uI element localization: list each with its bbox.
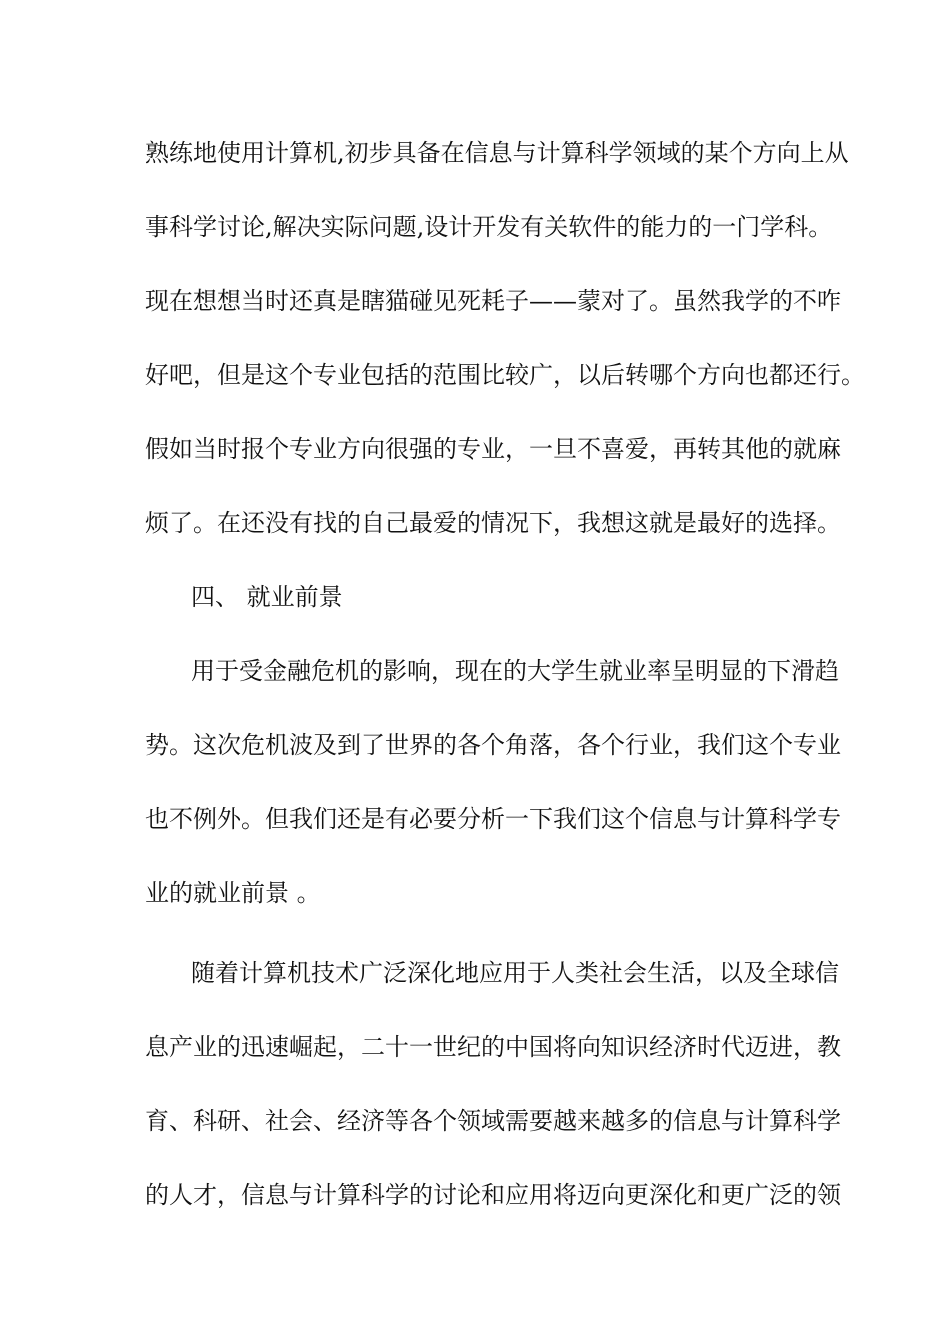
text-line: 好吧，但是这个专业包括的范围比较广，以后转哪个方向也都还行。 [145,361,865,389]
text-line: 势。这次危机波及到了世界的各个角落，各个行业，我们这个专业 [145,731,841,759]
text-line: 事科学讨论,解决实际问题,设计开发有关软件的能力的一门学科。 [145,213,833,241]
text-line: 用于受金融危机的影响，现在的大学生就业率呈明显的下滑趋 [191,657,839,685]
text-line: 息产业的迅速崛起，二十一世纪的中国将向知识经济时代迈进，教 [145,1033,841,1061]
text-line: 育、科研、社会、经济等各个领域需要越来越多的信息与计算科学 [145,1107,841,1135]
text-line: 随着计算机技术广泛深化地应用于人类社会生活，以及全球信 [191,959,839,987]
text-line: 烦了。在还没有找的自己最爱的情况下，我想这就是最好的选择。 [145,509,841,537]
text-line: 也不例外。但我们还是有必要分析一下我们这个信息与计算科学专 [145,805,841,833]
text-line: 的人才，信息与计算科学的讨论和应用将迈向更深化和更广泛的领 [145,1181,841,1209]
section-heading: 四、 就业前景 [191,583,343,611]
text-line: 业的就业前景 。 [145,879,321,907]
text-line: 熟练地使用计算机,初步具备在信息与计算科学领域的某个方向上从 [145,139,849,167]
text-line: 假如当时报个专业方向很强的专业，一旦不喜爱，再转其他的就麻 [145,435,841,463]
text-line: 现在想想当时还真是瞎猫碰见死耗子——蒙对了。虽然我学的不咋 [145,287,841,315]
